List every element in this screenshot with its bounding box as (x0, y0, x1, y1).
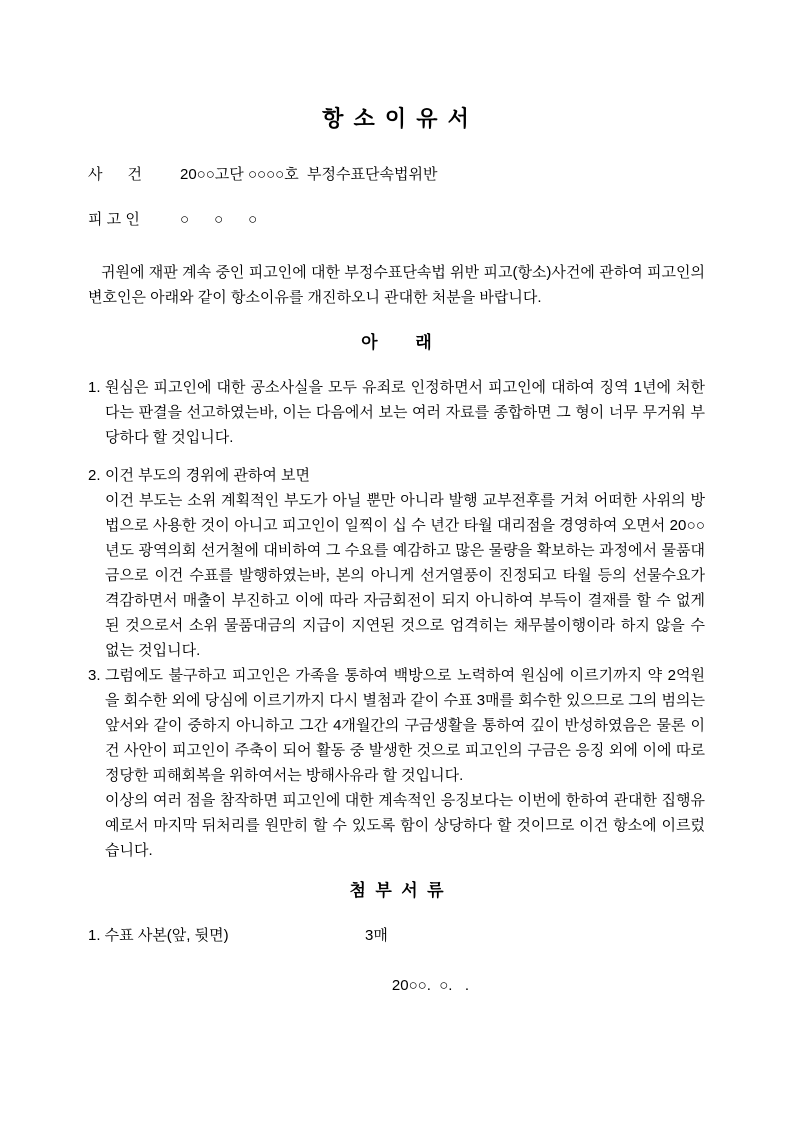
defendant-label: 피 고 인 (88, 211, 140, 228)
item-paragraph: 그럼에도 불구하고 피고인은 가족을 통하여 백방으로 노력하여 원심에 이르기까지 약 2억원을 회수한 외에 당심에 이르기까지 다시 별첨과 같이 수표 3매를 회수한 있으므로 그의 범의는 앞서와 같이 중하지 아니하고 그간 4개월간의 구금생활을 통하여 깊이 반성하였음은 물론 이건 사안이 피고인이 주축이 되어 활동 중 발생한 것으로 피고인의 구금은 응징 외에 이에 따로 정당한 피해회복을 위하여서는 방해사유라 할 것입니다. (105, 667, 705, 784)
case-row (88, 162, 705, 187)
attachment-quantity: 3매 (365, 927, 388, 944)
item-paragraph: 원심은 피고인에 대한 공소사실을 모두 유죄로 인정하면서 피고인에 대하여 징역 1년에 처한다는 판결을 선고하였는바, 이는 다음에서 보는 여러 자료를 종합하면 그 형이 너무 무거워 부당하다 할 것입니다. (105, 379, 705, 446)
item-paragraph: 이건 부도의 경위에 관하여 보면 (105, 467, 311, 484)
defendant-row (88, 207, 705, 232)
defendant-name: ○ ○ ○ (180, 211, 258, 228)
below-heading: 아 래 (361, 333, 432, 352)
attachment-name: 1. 수표 사본(앞, 뒷면) (88, 927, 229, 944)
case-number: 20○○고단 ○○○○호 부정수표단속법위반 (180, 166, 438, 183)
reason-item-2 (88, 463, 705, 663)
item-paragraph: 이건 부도는 소위 계획적인 부도가 아닐 뿐만 아니라 발행 교부전후를 거쳐 어떠한 사위의 방법으로 사용한 것이 아니고 피고인이 일찍이 십 수 년간 타월 대리점을 경영하여 오면서 20○○년도 광역의회 선거철에 대비하여 그 수요를 예감하고 많은 물량을 확보하는 과정에서 물품대금으로 이건 수표를 발행하였는바, 본의 아니게 선거열풍이 진정되고 타월 등의 선물수요가 격감하면서 매출이 부진하고 이에 따라 자금회전이 되지 아니하여 부득이 결재를 할 수 없게 된 것으로서 소위 물품대금의 지급이 지연된 것으로 엄격히는 채무불이행이라 하지 않을 수 없는 것입니다. (105, 492, 705, 659)
reason-item-1 (88, 375, 705, 450)
item-body (105, 463, 705, 663)
attachments-heading: 첨 부 서 류 (349, 881, 444, 900)
attachment-item (88, 923, 705, 948)
case-label: 사 건 (88, 166, 142, 183)
document-title: 항 소 이 유 서 (322, 106, 471, 131)
document-date: 20○○. ○. . (391, 977, 470, 994)
item-paragraph: 이상의 여러 점을 참작하면 피고인에 대한 계속적인 응징보다는 이번에 한하여 관대한 집행유예로서 마지막 뒤처리를 원만히 할 수 있도록 함이 상당하다 할 것이므로 이건 항소에 이르렀습니다. (105, 792, 705, 859)
item-body (105, 663, 705, 863)
item-body (105, 375, 705, 450)
reason-item-3 (88, 663, 705, 863)
item-number: 3. (88, 667, 101, 684)
item-number: 2. (88, 467, 101, 484)
intro-paragraph: 귀원에 재판 계속 중인 피고인에 대한 부정수표단속법 위반 피고(항소)사건에 관하여 피고인의 변호인은 아래와 같이 항소이유를 개진하오니 관대한 처분을 바랍니다. (88, 264, 705, 306)
item-number: 1. (88, 379, 101, 396)
